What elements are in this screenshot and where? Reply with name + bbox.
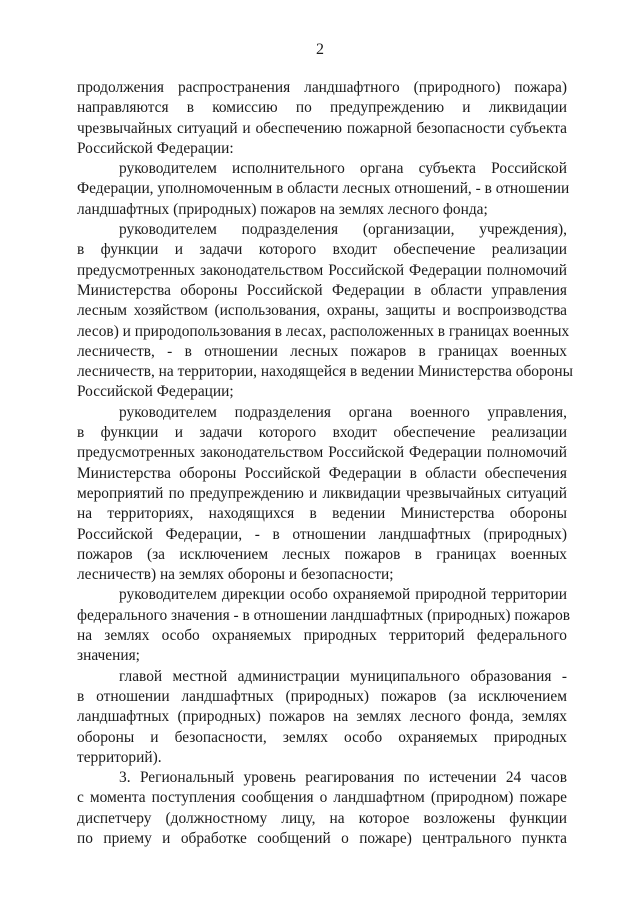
- text-line: в функции и задачи которого входит обеспечение реализации: [77, 424, 567, 442]
- text-line: 3. Региональный уровень реагирования по истечении 24 часов: [119, 769, 567, 787]
- text-line: обороны и безопасности, землях особо охраняемых природных: [77, 728, 567, 746]
- paragraph: [77, 768, 567, 849]
- text-line: Российской Федерации:: [77, 139, 234, 157]
- text-line: Министерства обороны Российской Федерации в области обеспечения: [77, 464, 567, 482]
- text-line: предусмотренных законодательством Российской Федерации полномочий: [77, 261, 567, 279]
- text-line: в отношении ландшафтных (природных) пожаров (за исключением: [77, 687, 567, 705]
- text-line: лесничеств, на территории, находящейся в ведении Министерства обороны: [77, 363, 573, 381]
- text-line: предусмотренных законодательством Российской Федерации полномочий: [77, 444, 567, 462]
- text-line: пожаров (за исключением лесных пожаров в границах военных: [77, 545, 567, 563]
- text-line: ландшафтных (природных) пожаров на землях лесного фонда, землях: [77, 708, 567, 726]
- paragraph: [77, 585, 571, 666]
- text-line: на землях особо охраняемых природных территорий федерального: [77, 627, 567, 645]
- page-number: 2: [316, 41, 324, 58]
- text-line: мероприятий по предупреждению и ликвидации чрезвычайных ситуаций: [77, 484, 567, 502]
- text-line: главой местной администрации муниципального образования -: [119, 667, 567, 685]
- text-line: направляются в комиссию по предупреждению и ликвидации: [77, 99, 567, 117]
- text-line: руководителем подразделения (организации, учреждения),: [119, 221, 567, 239]
- text-line: лесничеств) на землях обороны и безопасности;: [77, 566, 394, 584]
- text-line: руководителем исполнительного органа субъекта Российской: [119, 160, 567, 178]
- document-body: [77, 78, 573, 849]
- text-line: федерального значения - в отношении ландшафтных (природных) пожаров: [77, 606, 571, 624]
- paragraph: [77, 403, 567, 586]
- text-line: с момента поступления сообщения о ландшафтном (природном) пожаре: [77, 789, 567, 807]
- text-line: по приему и обработке сообщений о пожаре) центрального пункта: [77, 829, 567, 847]
- text-line: лесов) и природопользования в лесах, расположенных в границах военных: [77, 322, 570, 340]
- paragraph: [77, 78, 567, 159]
- text-line: на территориях, находящихся в ведении Министерства обороны: [77, 505, 567, 523]
- text-line: значения;: [77, 647, 140, 665]
- text-line: ландшафтных (природных) пожаров на землях лесного фонда;: [77, 200, 488, 218]
- text-line: чрезвычайных ситуаций и обеспечению пожарной безопасности субъекта: [77, 119, 567, 137]
- text-line: Министерства обороны Российской Федерации в области управления: [77, 281, 567, 299]
- text-line: Российской Федерации, - в отношении ландшафтных (природных): [77, 525, 567, 543]
- paragraph: [77, 159, 570, 220]
- text-line: в функции и задачи которого входит обеспечение реализации: [77, 241, 567, 259]
- text-line: территорий).: [77, 748, 162, 766]
- paragraph: [77, 667, 567, 768]
- paragraph: [77, 220, 573, 403]
- text-line: руководителем подразделения органа военного управления,: [119, 403, 567, 421]
- text-line: лесным хозяйством (использования, охраны, защиты и воспроизводства: [77, 302, 567, 320]
- text-line: продолжения распространения ландшафтного (природного) пожара): [77, 79, 567, 96]
- text-line: Федерации, уполномоченным в области лесных отношений, - в отношении: [77, 180, 570, 198]
- text-line: Российской Федерации;: [77, 383, 234, 401]
- text-line: лесничеств, - в отношении лесных пожаров в границах военных: [77, 342, 567, 360]
- text-line: руководителем дирекции особо охраняемой природной территории: [119, 586, 567, 604]
- text-line: диспетчеру (должностному лицу, на которое возложены функции: [77, 809, 567, 827]
